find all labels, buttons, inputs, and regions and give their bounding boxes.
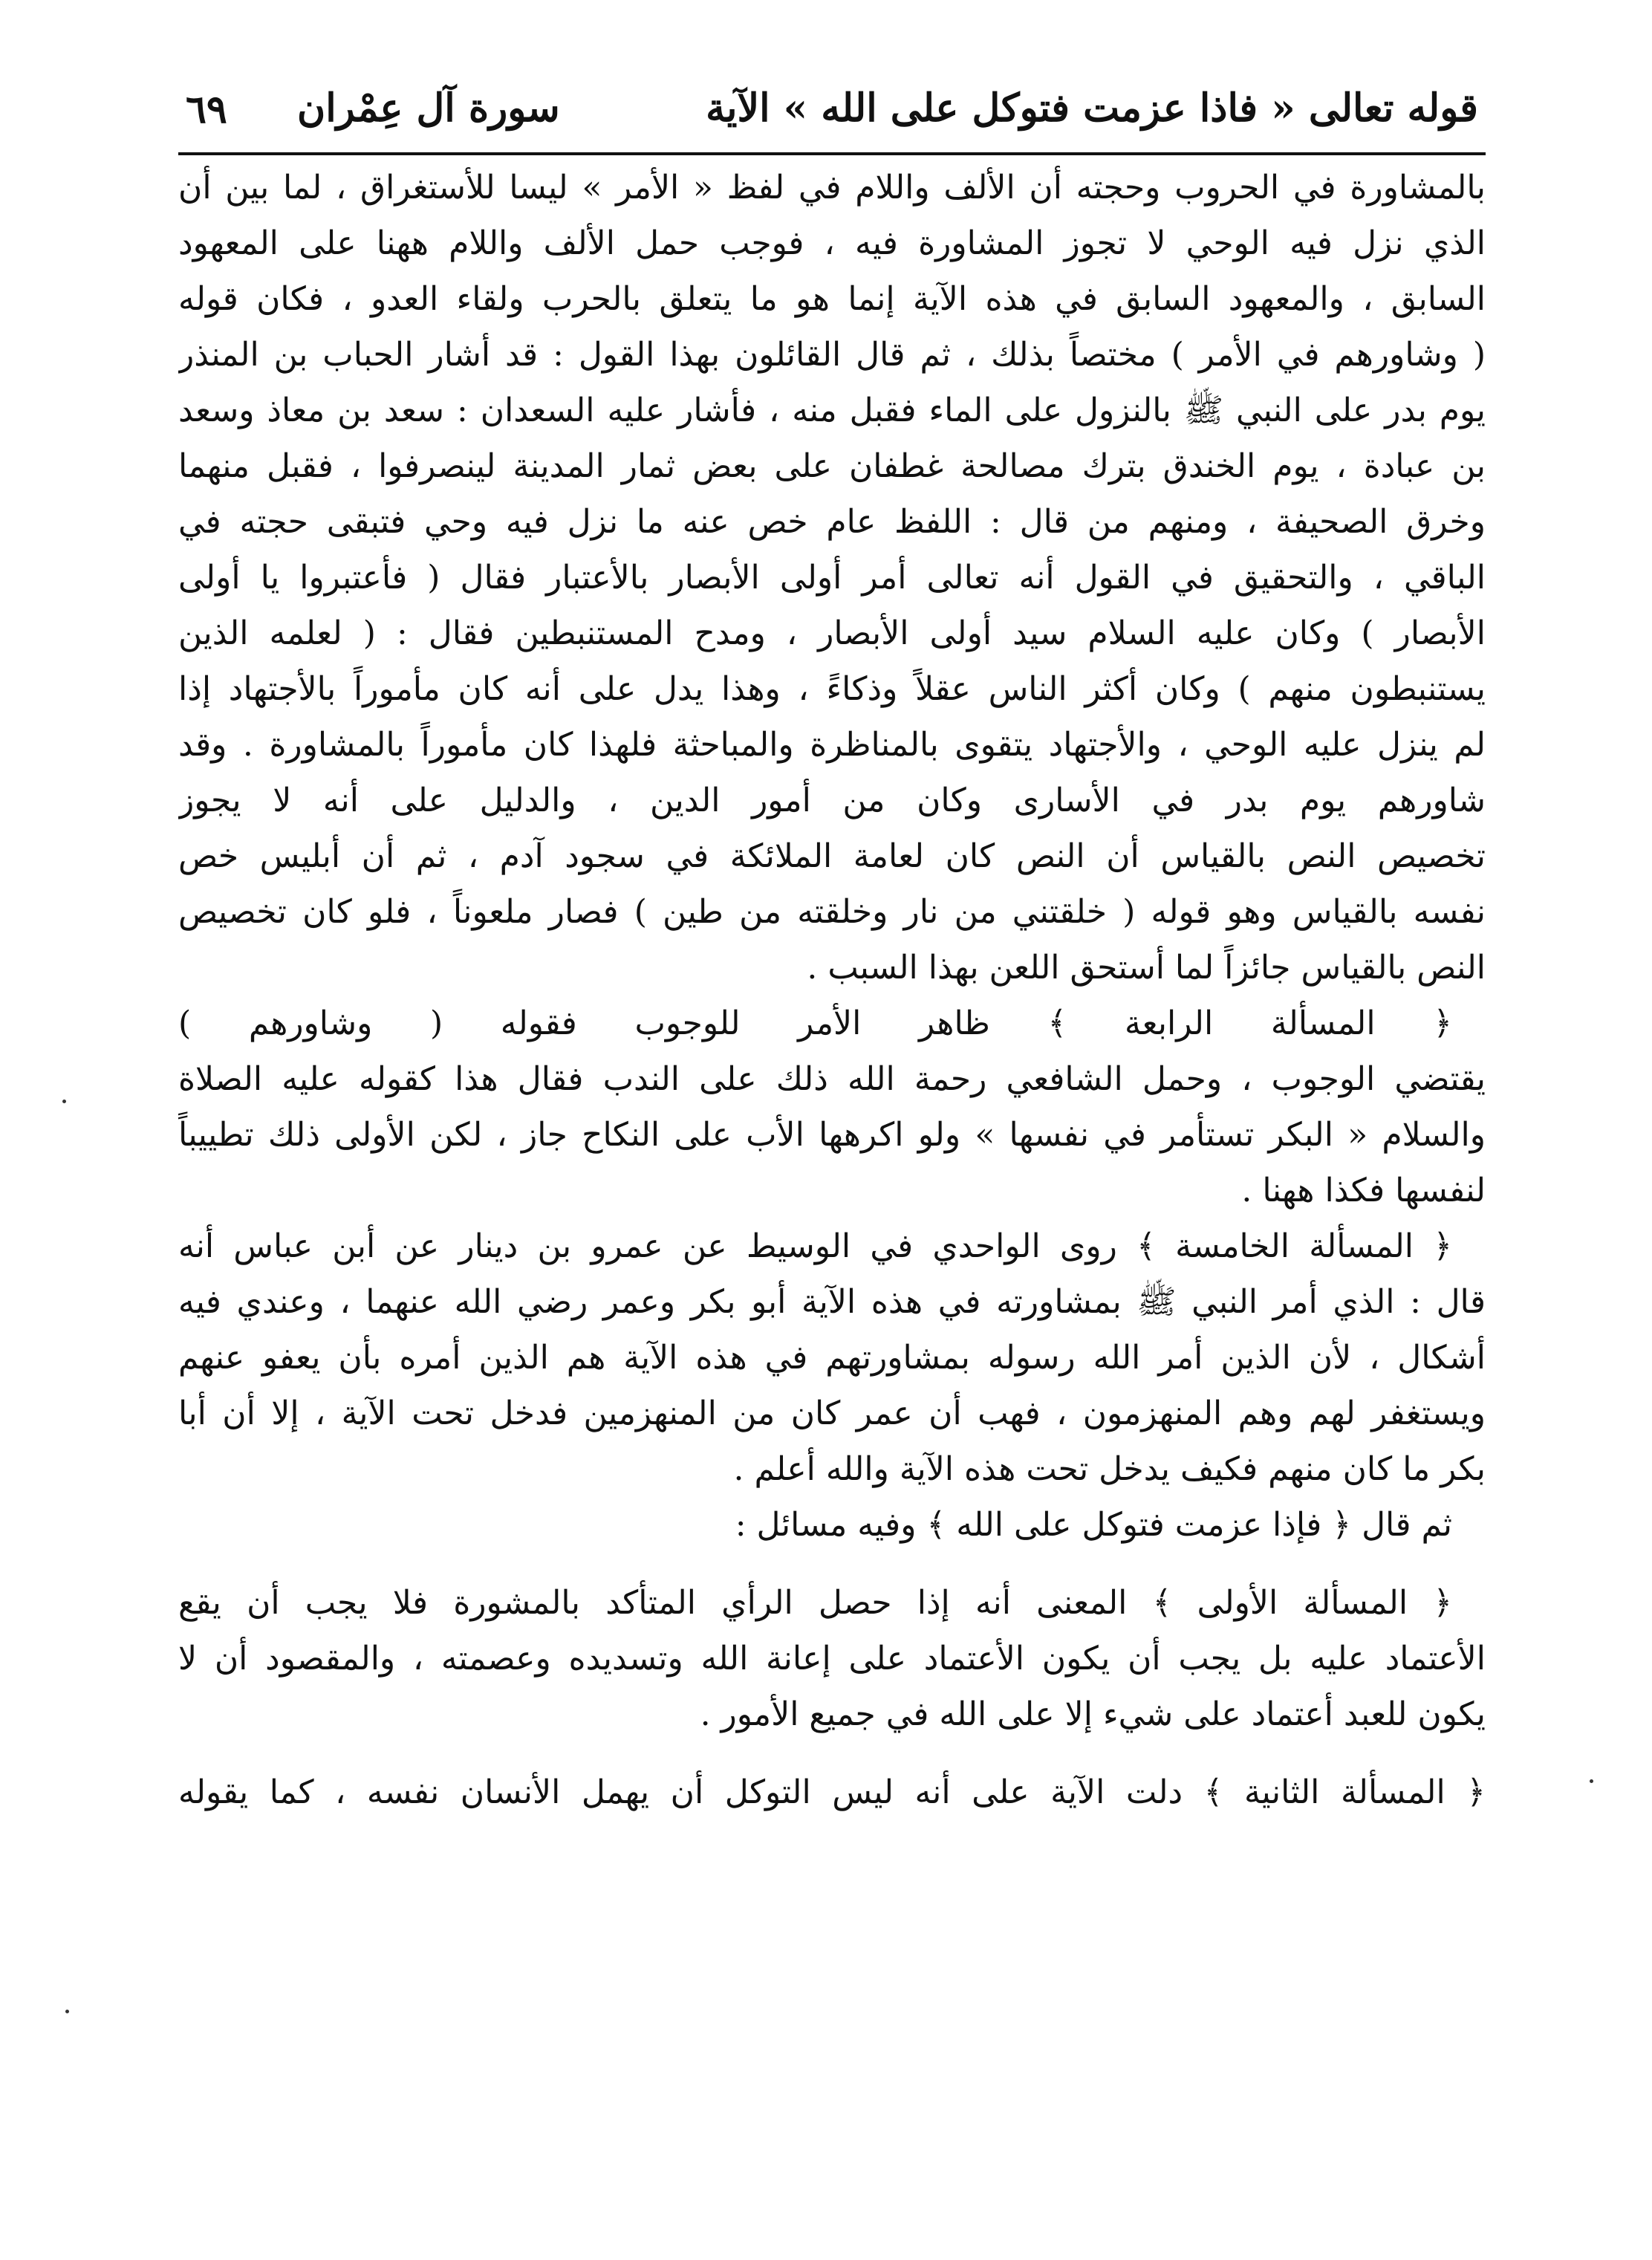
section-heading-line: ﴿ المسألة الخامسة ﴾ روى الواحدي في الوسيط عن عمرو بن دينار عن أبن عباس أنه [178,1227,1452,1265]
text-line: شاورهم يوم بدر في الأسارى وكان من أمور الدين ، والدليل على أنه لا يجوز [178,782,1486,819]
text-line: الأبصار ) وكان عليه السلام سيد أولى الأبصار ، ومدح المستنبطين فقال : ( لعلمه الذين [178,614,1486,652]
text-line: نفسه بالقياس وهو قوله ( خلقتني من نار وخلقته من طين ) فصار ملعوناً ، فلو كان تخصيص [178,893,1486,931]
section-heading-line: ﴿ المسألة الثانية ﴾ دلت الآية على أنه ليس التوكل أن يهمل الأنسان نفسه ، كما يقوله [178,1773,1486,1811]
scan-speck [1590,1779,1593,1783]
text-line: يستنبطون منهم ) وكان أكثر الناس عقلاً وذكاءً ، وهذا يدل على أنه كان مأموراً بالأجتهاد إذا [178,670,1486,708]
page-number: ٦٩ [186,87,227,132]
text-line: الباقي ، والتحقيق في القول أنه تعالى أمر أولى الأبصار بالأعتبار فقال ( فأعتبروا يا أولى [178,559,1486,597]
scan-speck [65,2010,69,2013]
text-line: يوم بدر على النبي ﷺ بالنزول على الماء فقبل منه ، فأشار عليه السعدان : سعد بن معاذ وسعد [178,392,1486,429]
text-line: لم ينزل عليه الوحي ، والأجتهاد يتقوى بالمناظرة والمباحثة فلهذا كان مأموراً بالمشاورة . وقد [178,726,1486,764]
text-line: وخرق الصحيفة ، ومنهم من قال : اللفظ عام خص عنه ما نزل فيه وحي فتبقى حجته في [178,503,1486,541]
text-line: بكر ما كان منهم فكيف يدخل تحت هذه الآية والله أعلم . [733,1450,1486,1488]
text-line: لنفسها فكذا ههنا . [1241,1172,1486,1209]
header-surah-name: سورة آل عِمْران [297,85,560,131]
text-line: قال : الذي أمر النبي ﷺ بمشاورته في هذه الآية أبو بكر وعمر رضي الله عنهما ، وعندي فيه [178,1283,1486,1321]
text-line: والسلام « البكر تستأمر في نفسها » ولو اكرهها الأب على النكاح جاز ، لكن الأولى ذلك تطييباً [178,1116,1486,1154]
paragraph-gap [178,1553,1486,1575]
text-line: بن عبادة ، يوم الخندق بترك مصالحة غطفان على بعض ثمار المدينة لينصرفوا ، فقبل منهما [178,447,1486,485]
scan-speck [62,1100,66,1103]
text-line: الأعتماد عليه بل يجب أن يكون الأعتماد على إعانة الله وتسديده وعصمته ، والمقصود أن لا [178,1640,1486,1678]
text-line: تخصيص النص بالقياس أن النص كان لعامة الملائكة في سجود آدم ، ثم أن أبليس خص [178,837,1486,875]
paragraph-gap [178,1742,1486,1764]
running-header [186,71,1478,152]
text-line: السابق ، والمعهود السابق في هذه الآية إنما هو ما يتعلق بالحرب ولقاء العدو ، فكان قوله [178,280,1486,318]
text-line: أشكال ، لأن الذين أمر الله رسوله بمشاورتهم في هذه الآية هم الذين أمره بأن يعفو عنهم [178,1339,1486,1377]
header-title: قوله تعالى « فاذا عزمت فتوكل على الله » الآية [706,85,1478,131]
body-text [178,160,1486,1820]
text-line: يكون للعبد أعتماد على شيء إلا على الله في جميع الأمور . [700,1695,1486,1733]
section-heading-line: ﴿ المسألة الأولى ﴾ المعنى أنه إذا حصل الرأي المتأكد بالمشورة فلا يجب أن يقع [178,1584,1452,1622]
header-divider [178,152,1486,155]
text-line: ويستغفر لهم وهم المنهزمون ، فهب أن عمر كان من المنهزمين فدخل تحت الآية ، إلا أن أبا [178,1394,1486,1432]
text-line: يقتضي الوجوب ، وحمل الشافعي رحمة الله ذلك على الندب فقال هذا كقوله عليه الصلاة [178,1060,1486,1098]
text-line: ( وشاورهم في الأمر ) مختصاً بذلك ، ثم قال القائلون بهذا القول : قد أشار الحباب بن المنذر [178,336,1486,374]
text-line: الذي نزل فيه الوحي لا تجوز المشاورة فيه ، فوجب حمل الألف واللام ههنا على المعهود [178,224,1486,262]
text-line: بالمشاورة في الحروب وحجته أن الألف واللام في لفظ « الأمر » ليسا للأستغراق ، لما بين أن [178,169,1486,207]
verse-intro-line: ثم قال ﴿ فإذا عزمت فتوكل على الله ﴾ وفيه مسائل : [735,1506,1452,1544]
section-heading-line: ﴿ المسألة الرابعة ﴾ ظاهر الأمر للوجوب فقوله ( وشاورهم ) [178,1004,1452,1042]
text-line: النص بالقياس جائزاً لما أستحق اللعن بهذا السبب . [807,949,1486,987]
